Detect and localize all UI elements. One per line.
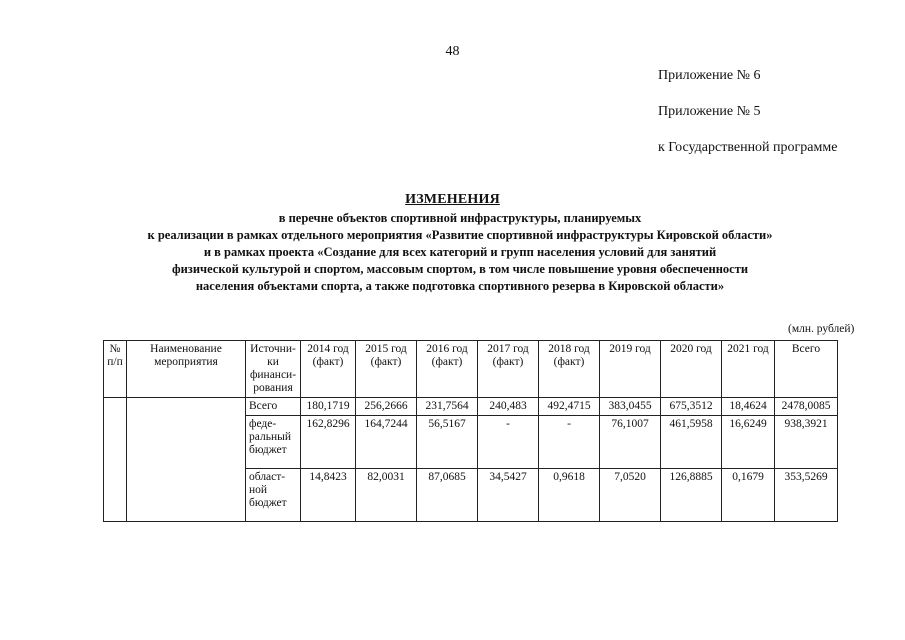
value-cell: 34,5427 (478, 469, 539, 522)
row-name-cell (127, 398, 246, 522)
value-cell: 180,1719 (301, 398, 356, 416)
row-number-cell (104, 398, 127, 522)
header-cell-2015: 2015 год (факт) (356, 341, 417, 398)
subtitle-line: и в рамках проекта «Создание для всех категорий и групп населения условий для занятий (203, 245, 717, 259)
value-cell: 461,5958 (661, 416, 722, 469)
header-cell-name: Наименование мероприятия (127, 341, 246, 398)
annex-line-2: Приложение № 5 (658, 104, 761, 119)
value-cell: 16,6249 (722, 416, 775, 469)
value-cell: 256,2666 (356, 398, 417, 416)
header-cell-2014: 2014 год (факт) (301, 341, 356, 398)
document-title: ИЗМЕНЕНИЯ (405, 192, 500, 207)
value-cell: 14,8423 (301, 469, 356, 522)
subtitle-line: населения объектами спорта, а также подготовка спортивного резерва в Кировской области» (195, 279, 725, 293)
table-header-row (104, 341, 838, 398)
value-cell: 240,483 (478, 398, 539, 416)
value-cell: 675,3512 (661, 398, 722, 416)
page-number: 48 (445, 44, 460, 59)
document-subtitle (60, 210, 860, 295)
value-cell: 938,3921 (775, 416, 838, 469)
header-cell-source: Источни-ки финанси-рования (246, 341, 301, 398)
value-cell: 353,5269 (775, 469, 838, 522)
header-cell-2019: 2019 год (600, 341, 661, 398)
table-row (104, 398, 838, 416)
source-cell: област-ной бюджет (246, 469, 301, 522)
value-cell: 0,9618 (539, 469, 600, 522)
subtitle-line: в перечне объектов спортивной инфраструктуры, планируемых (278, 211, 642, 225)
header-cell-2017: 2017 год (факт) (478, 341, 539, 398)
value-cell: - (478, 416, 539, 469)
value-cell: 2478,0085 (775, 398, 838, 416)
value-cell: 76,1007 (600, 416, 661, 469)
value-cell: 383,0455 (600, 398, 661, 416)
source-cell: феде-ральный бюджет (246, 416, 301, 469)
header-cell-number: № п/п (104, 341, 127, 398)
header-cell-2021: 2021 год (722, 341, 775, 398)
value-cell: 18,4624 (722, 398, 775, 416)
subtitle-line: к реализации в рамках отдельного мероприятия «Развитие спортивной инфраструктуры Кировской области» (147, 228, 773, 242)
value-cell: 126,8885 (661, 469, 722, 522)
header-cell-total: Всего (775, 341, 838, 398)
annex-line-3: к Государственной программе (658, 140, 838, 155)
value-cell: 87,0685 (417, 469, 478, 522)
value-cell: 164,7244 (356, 416, 417, 469)
value-cell: 162,8296 (301, 416, 356, 469)
value-cell: 7,0520 (600, 469, 661, 522)
value-cell: - (539, 416, 600, 469)
value-cell: 231,7564 (417, 398, 478, 416)
header-cell-2018: 2018 год (факт) (539, 341, 600, 398)
header-cell-2020: 2020 год (661, 341, 722, 398)
annex-line-1: Приложение № 6 (658, 68, 761, 83)
units-label: (млн. рублей) (788, 323, 855, 335)
subtitle-line: физической культурой и спортом, массовым спортом, в том числе повышение уровня обеспеченности (171, 262, 749, 276)
source-cell: Всего (246, 398, 301, 416)
value-cell: 82,0031 (356, 469, 417, 522)
value-cell: 0,1679 (722, 469, 775, 522)
financing-table (103, 340, 838, 522)
value-cell: 56,5167 (417, 416, 478, 469)
value-cell: 492,4715 (539, 398, 600, 416)
header-cell-2016: 2016 год (факт) (417, 341, 478, 398)
